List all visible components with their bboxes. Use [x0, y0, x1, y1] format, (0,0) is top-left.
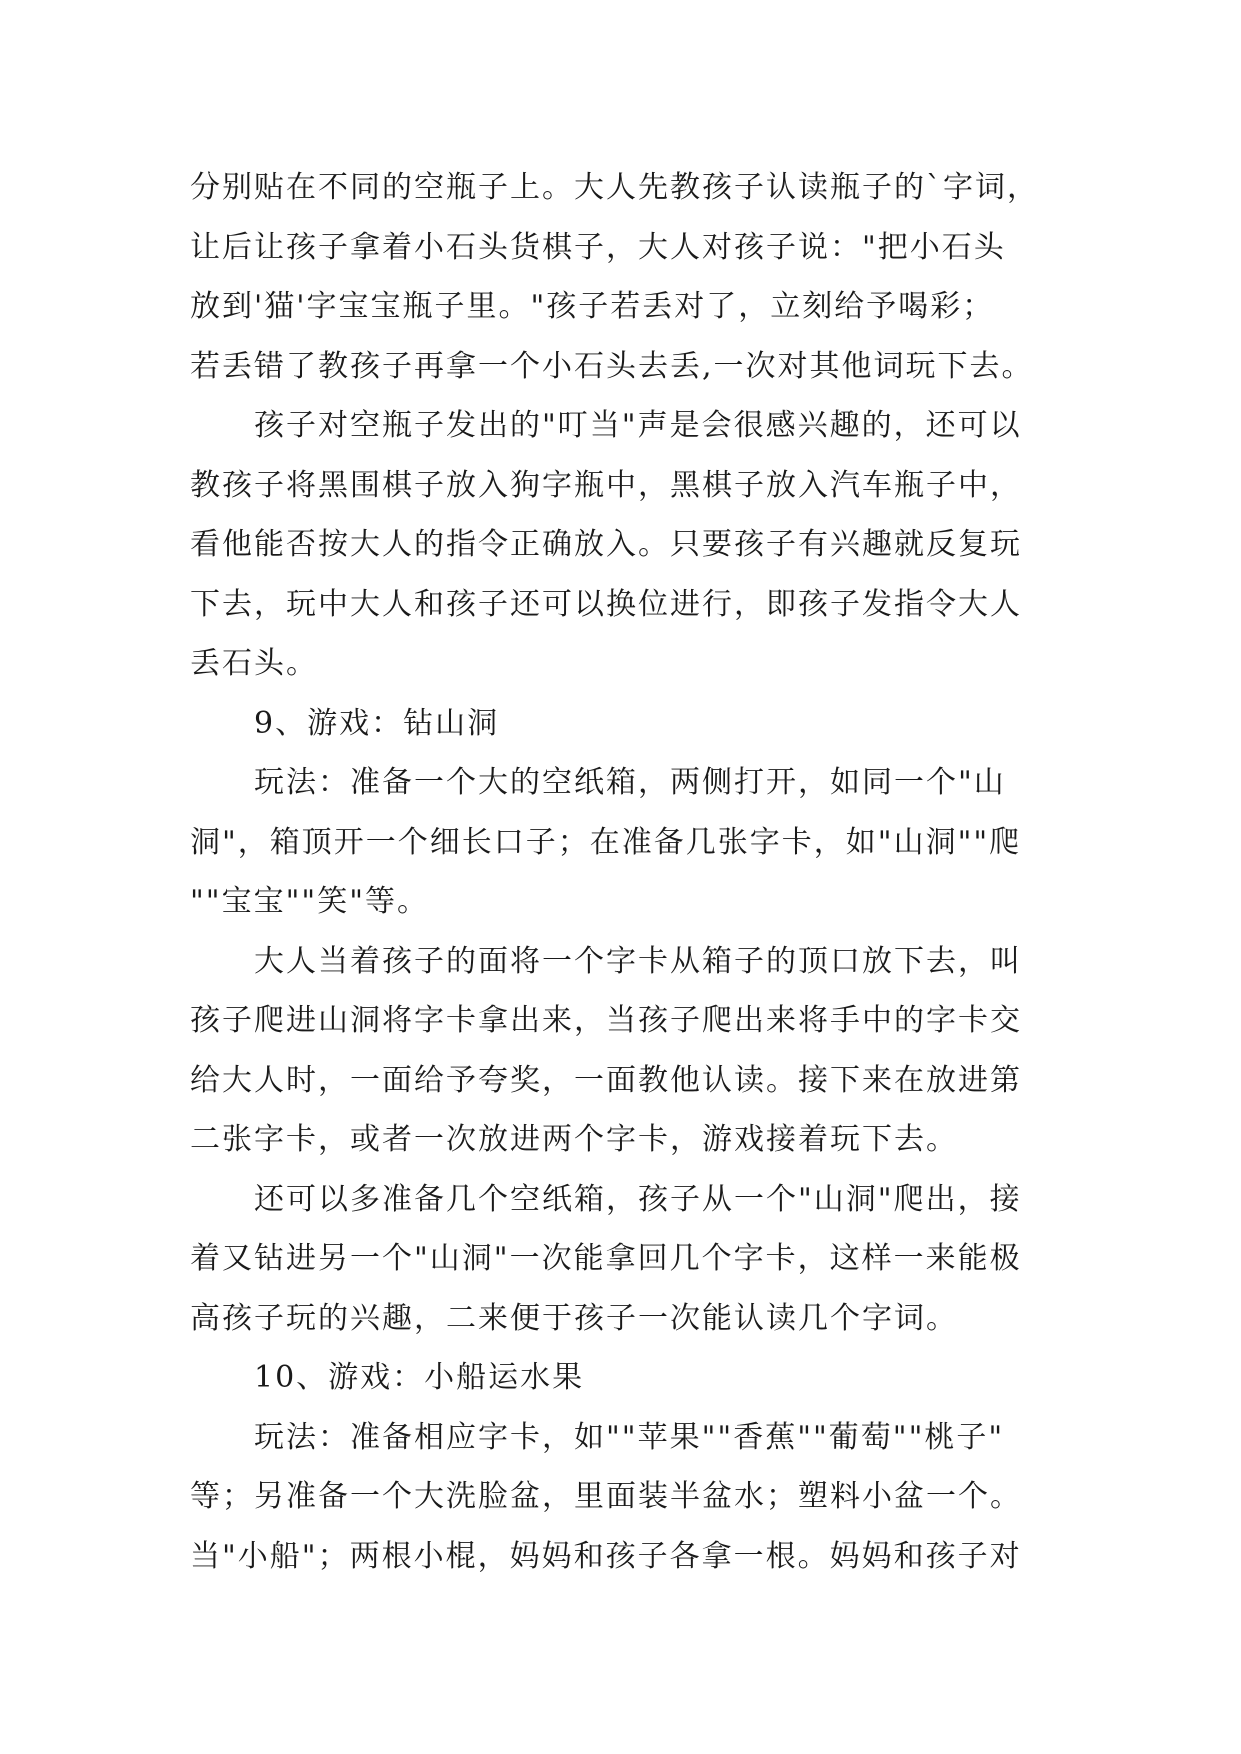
text-line: 若丢错了教孩子再拿一个小石头去丢,一次对其他词玩下去。: [190, 348, 1034, 384]
text-line: 二张字卡，或者一次放进两个字卡，游戏接着玩下去。: [190, 1122, 958, 1157]
text-line: 大人当着孩子的面将一个字卡从箱子的顶口放下去，叫: [254, 943, 1022, 979]
text-line: 分别贴在不同的空瓶子上。大人先教孩子认读瓶子的`字词，: [190, 170, 1039, 205]
text-line: ""宝宝""笑"等。: [190, 884, 429, 919]
text-line: 丢石头。: [190, 646, 318, 681]
document-body: [190, 158, 1070, 1586]
text-line: 着又钻进另一个"山洞"一次能拿回几个字卡，这样一来能极: [190, 1241, 1022, 1276]
text-line: 让后让孩子拿着小石头货棋子，大人对孩子说："把小石头: [190, 229, 1006, 265]
text-line: 放到'猫'字宝宝瓶子里。"孩子若丢对了，立刻给予喝彩；: [190, 289, 995, 324]
text-line: 等；另准备一个大洗脸盆，里面装半盆水；塑料小盆一个。: [190, 1479, 1022, 1514]
text-line: 高孩子玩的兴趣，二来便于孩子一次能认读几个字词。: [190, 1300, 958, 1336]
text-line: 玩法：准备相应字卡，如""苹果""香蕉""葡萄""桃子": [254, 1419, 1005, 1455]
text-line: 下去，玩中大人和孩子还可以换位进行，即孩子发指令大人: [190, 586, 1022, 622]
text-line: 孩子对空瓶子发出的"叮当"声是会很感兴趣的，还可以: [254, 408, 1022, 443]
text-line: 看他能否按大人的指令正确放入。只要孩子有兴趣就反复玩: [190, 527, 1022, 562]
text-line: 孩子爬进山洞将字卡拿出来，当孩子爬出来将手中的字卡交: [190, 1003, 1022, 1038]
text-line: 给大人时，一面给予夸奖，一面教他认读。接下来在放进第: [190, 1062, 1022, 1098]
text-line: 9、游戏：钻山洞: [254, 705, 500, 741]
text-line: 10、游戏：小船运水果: [254, 1360, 585, 1395]
text-line: 还可以多准备几个空纸箱，孩子从一个"山洞"爬出，接: [254, 1181, 1022, 1217]
text-line: 教孩子将黑围棋子放入狗字瓶中，黑棋子放入汽车瓶子中，: [190, 467, 1022, 503]
text-line: 洞"，箱顶开一个细长口子；在准备几张字卡，如"山洞""爬: [190, 824, 1022, 860]
text-line: 玩法：准备一个大的空纸箱，两侧打开，如同一个"山: [254, 765, 1006, 800]
text-line: 当"小船"；两根小棍，妈妈和孩子各拿一根。妈妈和孩子对: [190, 1538, 1022, 1574]
